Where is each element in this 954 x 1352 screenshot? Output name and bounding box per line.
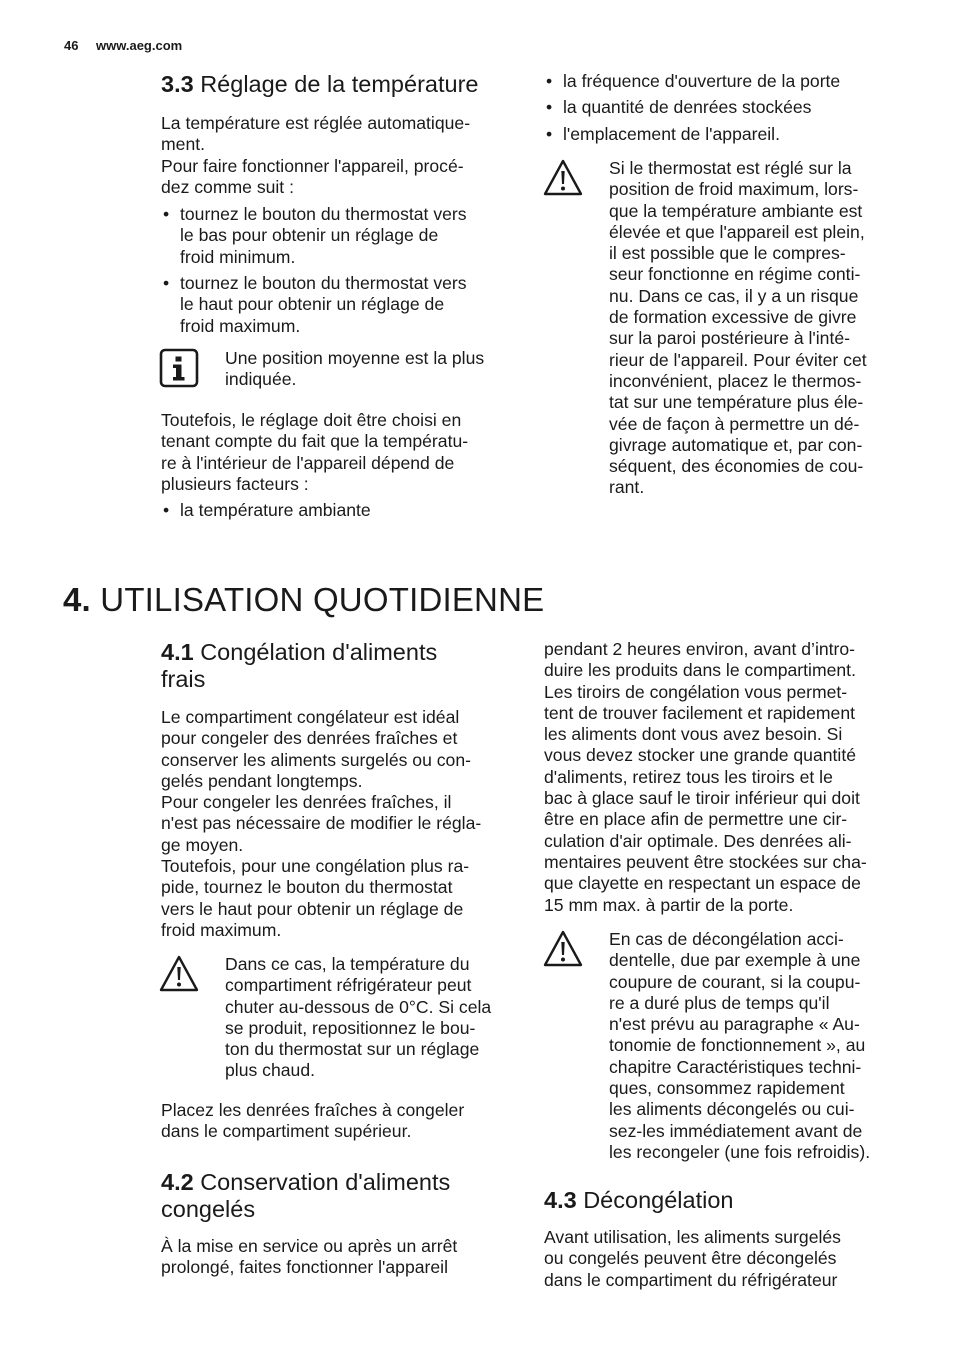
warning-text: Dans ce cas, la température du compartiment réfrigérateur peut chuter au-dessous de 0°C. Si cela se produit, repositionnez le bou- ton du thermostat sur un réglage plus chaud. (225, 954, 492, 1081)
section-3-3-title: Réglage de la température (200, 71, 479, 97)
list-item: • l'emplacement de l'appareil. (544, 124, 904, 145)
warning-icon (159, 954, 199, 994)
section-3-3-intro: La température est réglée automatique- ment. Pour faire fonctionner l'appareil, procé- dez comme suit : (161, 113, 471, 197)
section-3-3-factors (161, 410, 521, 526)
section-4-1-number: 4.1 (161, 639, 194, 665)
list-item: • tournez le bouton du thermostat vers le haut pour obtenir un réglage de froid maximum. (161, 273, 521, 337)
section-4-2-paragraph: À la mise en service ou après un arrêt prolongé, faites fonctionner l'appareil (161, 1236, 458, 1278)
section-4-2-heading (161, 1169, 450, 1223)
warning-text: Si le thermostat est réglé sur la position de froid maximum, lors- que la température ambiante est élevée et que l'appareil est plein, il est possible que le compres- seur fonctionne en régime conti- nu. Dans ce cas, il y a un risque de formation excessive de givre sur la paroi postérieure à l'inté- rieur de l'appareil. Pour éviter cet inconvénient, placez le thermos- tat sur une température plus éle- vée de façon à permettre un dé- givrage automatique et, par con- séquent, des économies de cou- rant. (609, 158, 867, 498)
page-number: 46 (64, 38, 79, 53)
list-item: • la température ambiante (161, 500, 521, 521)
info-note-text: Une position moyenne est la plus indiquée. (225, 348, 485, 390)
section-3-3-heading (161, 71, 478, 98)
section-4-3-paragraph: Avant utilisation, les aliments surgelés ou congelés peuvent être décongelés dans le compartiment du réfrigérateur (544, 1227, 841, 1290)
section-4-3-title: Décongélation (583, 1187, 734, 1213)
section-4-3-heading (544, 1187, 733, 1214)
section-4-1-heading (161, 639, 437, 693)
warning-note-defrost (543, 929, 908, 1164)
thermostat-instructions-list (161, 204, 521, 337)
site-url: www.aeg.com (96, 38, 183, 53)
section-4-1-closing (161, 1100, 521, 1143)
section-4-3-number: 4.3 (544, 1187, 577, 1213)
section-3-3-number: 3.3 (161, 71, 194, 97)
chapter-heading (63, 580, 544, 620)
warning-icon (543, 158, 583, 198)
section-4-1-title: Congélation d'aliments frais (161, 639, 438, 692)
factors-list-right (544, 71, 904, 145)
section-4-1-body (161, 707, 526, 941)
section-4-2-body (161, 1236, 521, 1279)
factors-list-left (161, 500, 521, 521)
section-4-2-paragraph-continued: pendant 2 heures environ, avant d’intro- duire les produits dans le compartiment. Les tiroirs de congélation vous permet- tent de trouver facilement et rapidement les aliments dont vous avez besoin. Si vous devez stocker une grande quantité d'aliments, retirez tous les tiroirs et le bac à glace sauf le tiroir inférieur qui doit être en place afin de permettre une cir- culation d'air optimale. Des denrées ali- mentaires peuvent être stockées sur cha- que clayette en respectant un espace de 15 mm max. à partir de la porte. (544, 639, 867, 915)
chapter-title: UTILISATION QUOTIDIENNE (100, 581, 545, 618)
chapter-number: 4. (63, 581, 91, 618)
list-item: • la quantité de denrées stockées (544, 97, 904, 118)
warning-note-temperature (159, 954, 519, 1084)
section-4-1-closing-paragraph: Placez les denrées fraîches à congeler dans le compartiment supérieur. (161, 1100, 465, 1142)
info-note (159, 348, 519, 393)
list-item: • tournez le bouton du thermostat vers le bas pour obtenir un réglage de froid minimum. (161, 204, 521, 268)
section-3-3-left-column (161, 113, 521, 342)
section-4-1-paragraph: Le compartiment congélateur est idéal pour congeler des denrées fraîches et conserver les aliments surgelés ou con- gelés pendant longtemps. Pour congeler les denrées fraîches, il n'est pas nécessaire de modifier le régla- ge moyen. Toutefois, pour une congélation plus ra- pide, tournez le bouton du thermostat vers le haut pour obtenir un réglage de froid maximum. (161, 707, 482, 940)
section-4-3-body (544, 1227, 904, 1291)
section-3-3-factors-intro: Toutefois, le réglage doit être choisi en tenant compte du fait que la températu- re à l'intérieur de l'appareil dépend de plusieurs facteurs : (161, 410, 469, 494)
warning-icon (543, 929, 583, 969)
section-3-3-right-column (544, 71, 904, 150)
info-icon (159, 348, 199, 388)
list-item: • la fréquence d'ouverture de la porte (544, 71, 904, 92)
section-4-2-title: Conservation d'aliments congelés (161, 1169, 451, 1222)
warning-text: En cas de décongélation acci- dentelle, due par exemple à une coupure de courant, si la coupu- re a duré plus de temps qu'il n'est prévu au paragraphe « Au- tonomie de fonctionnement », au chapitre Caractéristiques techni- ques, consommez rapidement les aliments décongelés ou cui- sez-les immédiatement avant de les recongeler (une fois refroidis). (609, 929, 871, 1162)
section-4-2-continued (544, 639, 909, 916)
section-4-2-number: 4.2 (161, 1169, 194, 1195)
warning-note-thermostat (543, 158, 903, 503)
